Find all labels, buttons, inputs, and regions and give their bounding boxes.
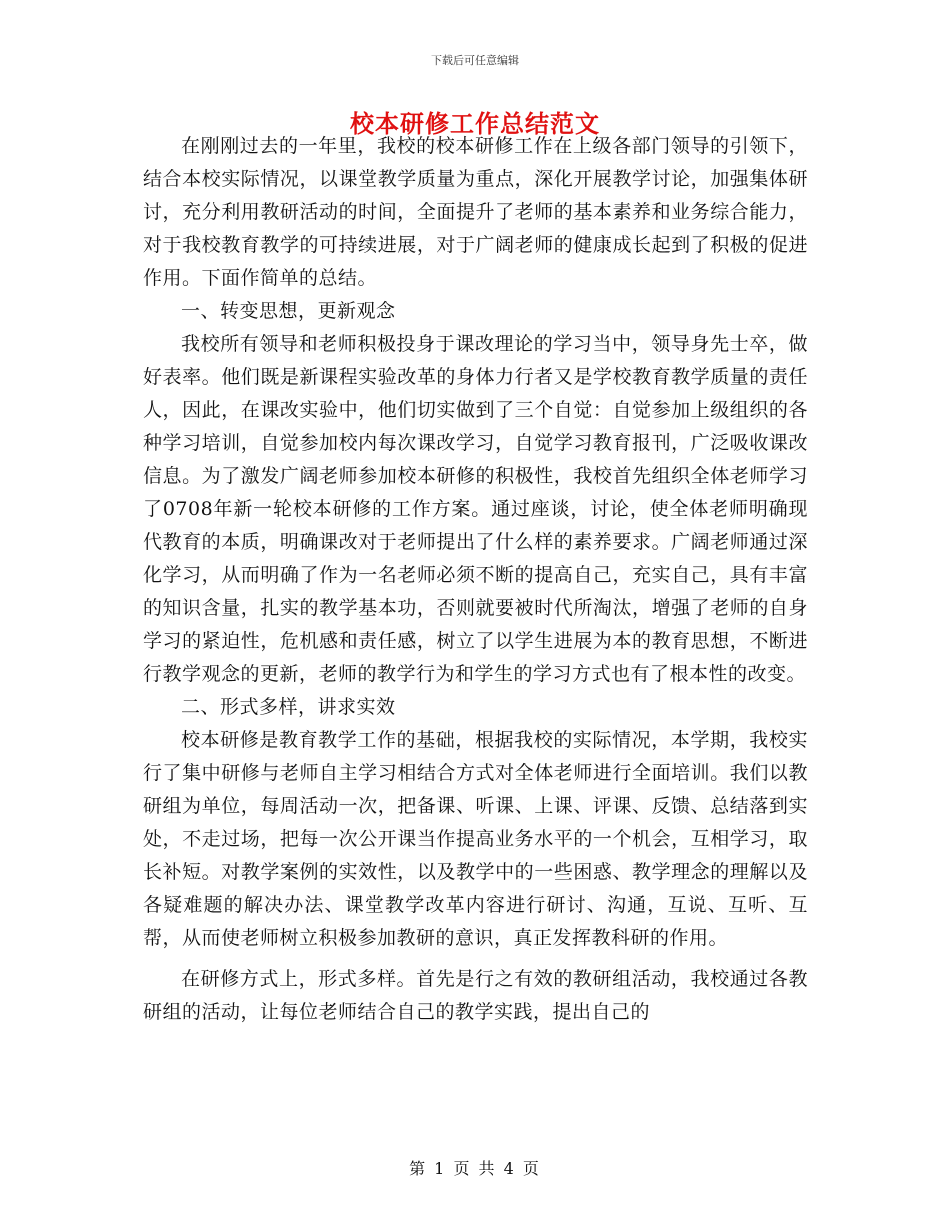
paragraph-research-methods: 在研修方式上，形式多样。首先是行之有效的教研组活动，我校通过各教研组的活动，让每位老师结合自己的教学实践，提出自己的	[143, 968, 808, 1023]
paragraph-section-1: 我校所有领导和老师积极投身于课改理论的学习当中，领导身先士卒，做好表率。他们既是新课程实验改革的身体力行者又是学校教育教学质量的责任人，因此，在课改实验中，他们切实做到了三个自觉：自觉参加上级组织的各种学习培训，自觉参加校内每次课改学习，自觉学习教育报刊，广泛吸收课改信息。为了激发广阔老师参加校本研修的积极性，我校首先组织全体老师学习了0708年新一轮校本研修的工作方案。通过座谈，讨论，使全体老师明确现代教育的本质，明确课改对于老师提出了什么样的素养要求。广阔老师通过深化学习，从而明确了作为一名老师必须不断的提高自己，充实自己，具有丰富的知识含量，扎实的教学基本功，否则就要被时代所淘汰，增强了老师的自身学习的紧迫性，危机感和责任感，树立了以学生进展为本的教育思想，不断进行教学观念的更新，老师的教学行为和学生的学习方式也有了根本性的改变。	[143, 333, 808, 685]
page-number: 第 1 页 共 4 页	[409, 1159, 541, 1178]
paragraph-intro: 在刚刚过去的一年里，我校的校本研修工作在上级各部门领导的引领下，结合本校实际情况，以课堂教学质量为重点，深化开展教学讨论，加强集体研讨，充分利用教研活动的时间，全面提升了老师的基本素养和业务综合能力，对于我校教育教学的可持续进展，对于广阔老师的健康成长起到了积极的促进作用。下面作简单的总结。	[143, 135, 808, 289]
section-heading-2: 二、形式多样，讲求实效	[181, 696, 396, 718]
document-body	[143, 130, 808, 1029]
section-heading-1: 一、转变思想，更新观念	[181, 300, 396, 322]
paragraph-section-2: 校本研修是教育教学工作的基础，根据我校的实际情况，本学期，我校实行了集中研修与老师自主学习相结合方式对全体老师进行全面培训。我们以教研组为单位，每周活动一次，把备课、听课、上课、评课、反馈、总结落到实处，不走过场，把每一次公开课当作提高业务水平的一个机会，互相学习，取长补短。对教学案例的实效性，以及教学中的一些困惑、教学理念的理解以及各疑难题的解决办法、课堂教学改革内容进行研讨、沟通，互说、互听、互帮，从而使老师树立积极参加教研的意识，真正发挥教科研的作用。	[143, 729, 808, 949]
header-note: 下载后可任意编辑	[431, 54, 519, 67]
document-title: 校本研修工作总结范文	[350, 109, 600, 138]
